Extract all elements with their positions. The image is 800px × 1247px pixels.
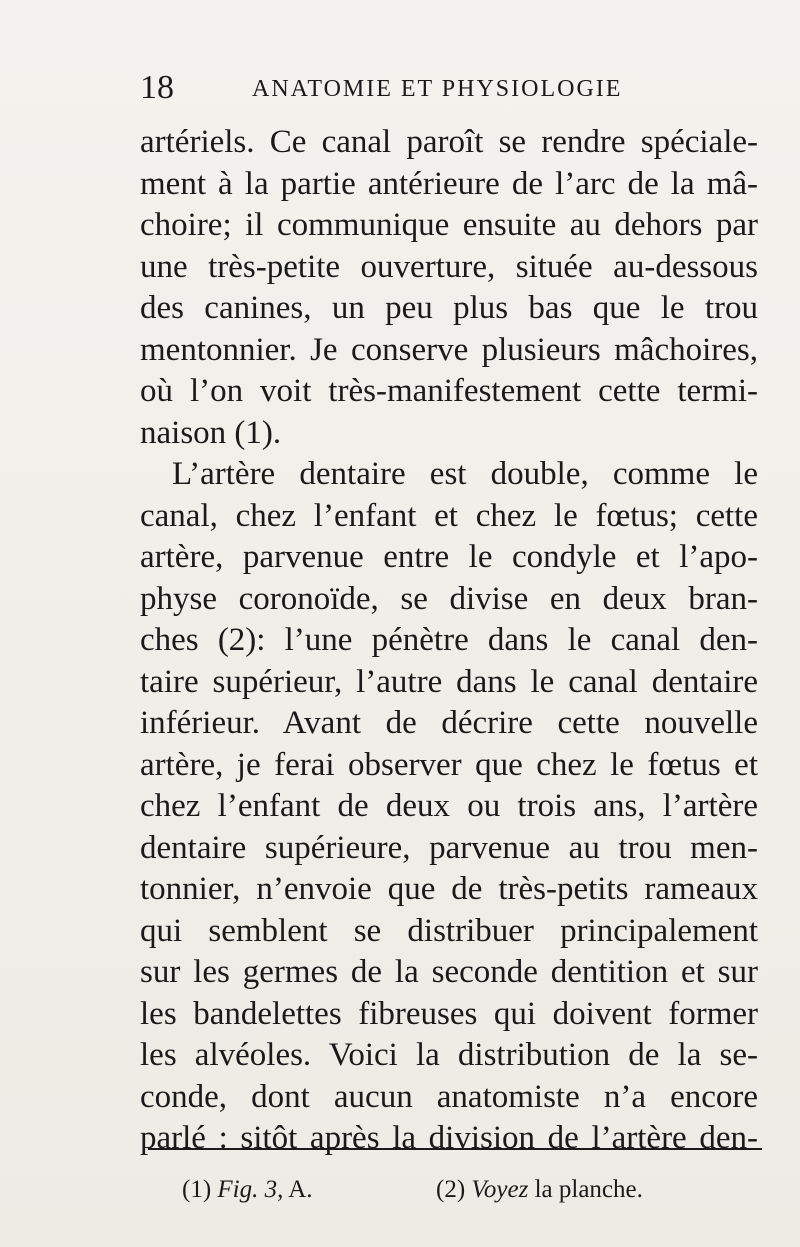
running-head	[140, 68, 760, 108]
text-line: physe coronoïde, se divise en deux bran-	[140, 580, 758, 617]
footnote-2-tail: la planche.	[528, 1176, 643, 1203]
body-text	[140, 122, 758, 1160]
footnote-2	[436, 1172, 643, 1208]
text-line: conde, dont aucun anatomiste n’a encore	[140, 1078, 758, 1115]
footnote-1-marker: (1)	[182, 1176, 212, 1203]
text-line: ches (2): l’une pénètre dans le canal den-	[140, 622, 758, 658]
text-line: chez l’enfant de deux ou trois ans, l’artère	[140, 788, 758, 824]
text-line: les bandelettes fibreuses qui doivent former	[140, 995, 758, 1032]
text-line: dentaire supérieure, parvenue au trou men-	[140, 829, 758, 866]
text-line: inférieur. Avant de décrire cette nouvelle	[140, 705, 758, 741]
text-line: qui semblent se distribuer principalement	[140, 912, 758, 949]
text-line: choire; il communique ensuite au dehors par	[140, 207, 758, 243]
footnote-1-tail: , A.	[277, 1176, 313, 1203]
text-line: artère, parvenue entre le condyle et l’apo-	[140, 539, 758, 575]
text-line: artériels. Ce canal paroît se rendre spéciale-	[140, 124, 758, 160]
text-line: tonnier, n’envoie que de très-petits rameaux	[140, 871, 758, 907]
running-title: ANATOMIE ET PHYSIOLOGIE	[252, 76, 623, 102]
text-line: naison (1).	[140, 414, 282, 451]
text-line: une très-petite ouverture, située au-dessous	[140, 248, 758, 285]
text-line: canal, chez l’enfant et chez le fœtus; cette	[140, 497, 758, 534]
text-line: taire supérieur, l’autre dans le canal dentaire	[140, 663, 758, 700]
footnote-rule	[148, 1148, 762, 1150]
footnote-1	[182, 1172, 313, 1208]
footnote-2-ref: Voyez	[471, 1176, 529, 1203]
page-number: 18	[140, 69, 174, 106]
text-line: L’artère dentaire est double, comme le	[172, 456, 758, 492]
text-line: mentonnier. Je conserve plusieurs mâchoires,	[140, 331, 758, 368]
footnotes	[182, 1172, 722, 1208]
text-line: les alvéoles. Voici la distribution de la se-	[140, 1037, 758, 1073]
text-line: sur les germes de la seconde dentition et sur	[140, 954, 758, 990]
text-line: des canines, un peu plus bas que le trou	[140, 290, 758, 326]
footnote-1-ref: Fig. 3	[217, 1176, 278, 1203]
text-line: parlé : sitôt après la division de l’artère den-	[140, 1120, 758, 1156]
footnote-2-marker: (2)	[436, 1176, 466, 1203]
text-line: artère, je ferai observer que chez le fœtus et	[140, 746, 758, 783]
text-line: ment à la partie antérieure de l’arc de la mâ-	[140, 165, 758, 202]
text-line: où l’on voit très-manifestement cette termi-	[140, 373, 758, 409]
